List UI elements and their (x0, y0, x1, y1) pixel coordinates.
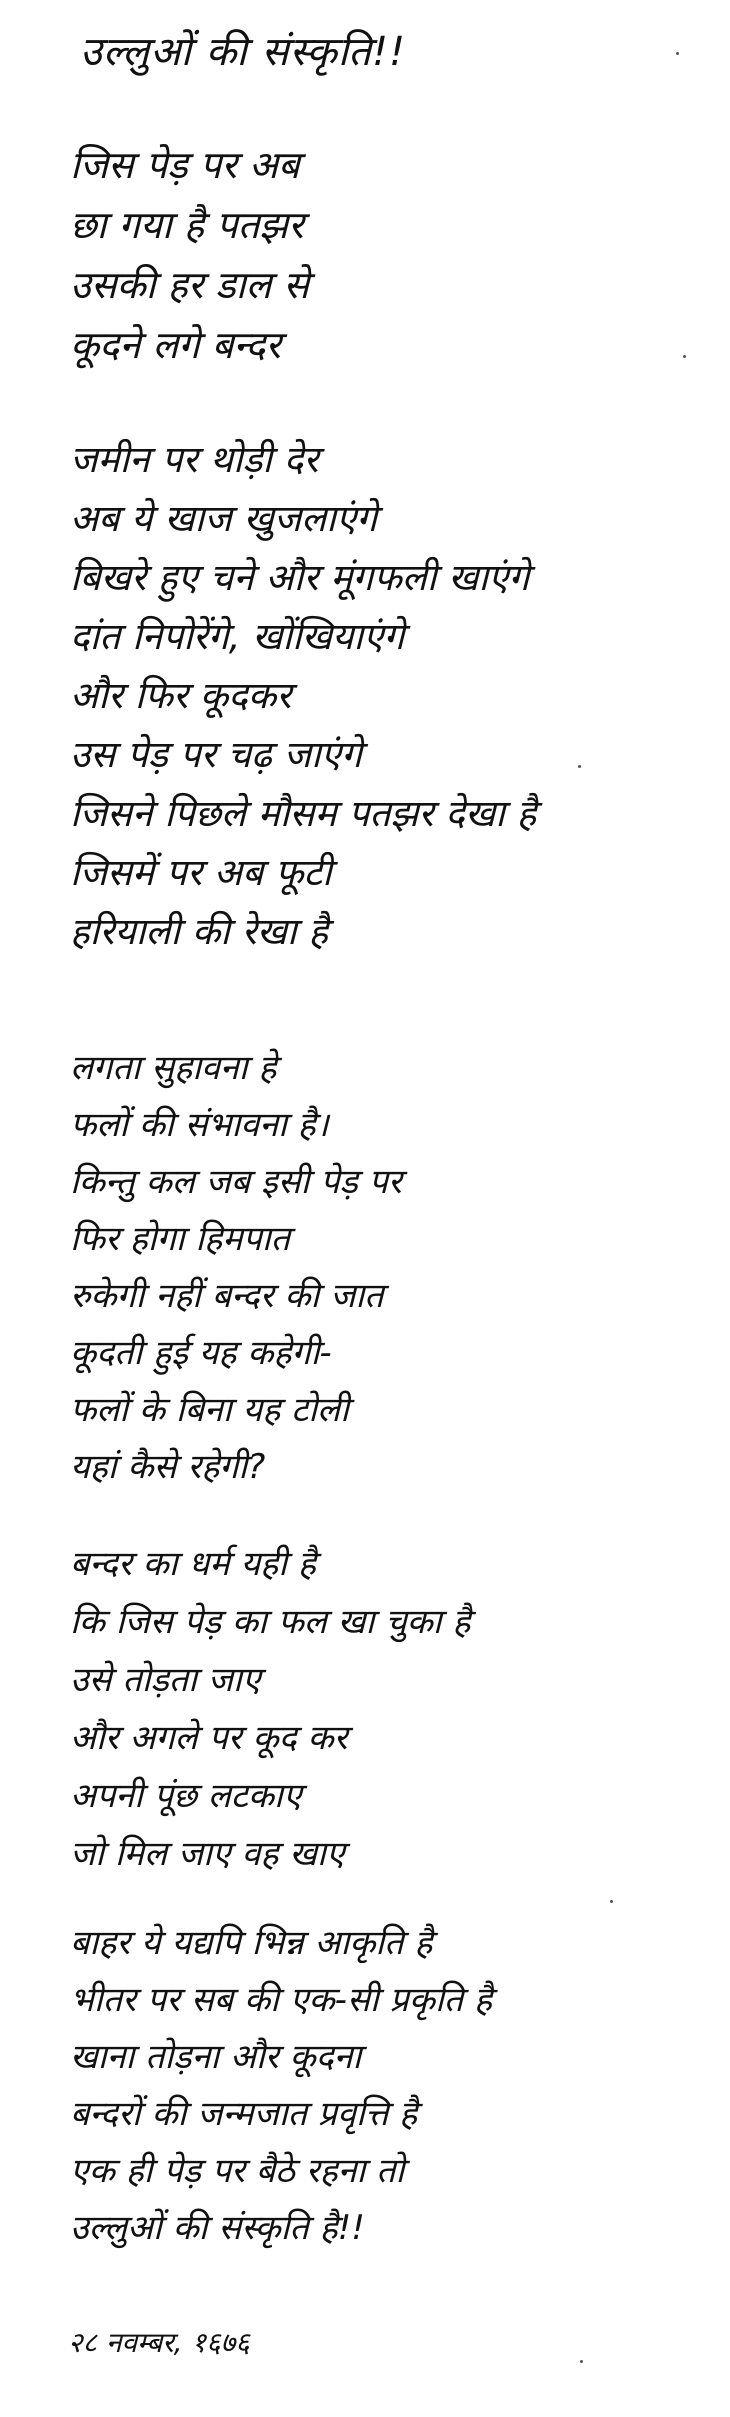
stanza-4 (70, 1535, 470, 1883)
poem-line: कि जिस पेड़ का फल खा चुका है (70, 1602, 471, 1642)
poem-line: कूदती हुई यह कहेगी- (70, 1333, 332, 1373)
poem-line: यहां कैसे रहेगी? (70, 1447, 266, 1487)
poem-line: अब ये खाज खुजलाएंगे (70, 497, 378, 540)
poem-line: और फिर कूदकर (70, 674, 292, 717)
poem-line: उल्लुओं की संस्कृति है!! (70, 2208, 365, 2248)
poem-line: जिसने पिछले मौसम पतझर देखा है (70, 792, 537, 835)
stanza-2 (70, 430, 536, 961)
poem-line: बाहर ये यद्यपि भिन्न आकृति है (70, 1923, 433, 1963)
poem-line: बन्दरों की जन्मजात प्रवृत्ति है (70, 2094, 418, 2134)
poem-line: एक ही पेड़ पर बैठे रहना तो (70, 2151, 405, 2191)
poem-line: और अगले पर कूद कर (70, 1718, 348, 1758)
poem-line: जिस पेड़ पर अब (70, 143, 300, 187)
poem-line: लगता सुहावना हे (70, 1048, 277, 1088)
scan-speck (610, 1900, 613, 1903)
poem-line: हरियाली की रेखा है (70, 910, 328, 953)
poem-line: अपनी पूंछ लटकाए (70, 1776, 302, 1816)
poem-line: कूदने लगे बन्दर (70, 323, 281, 367)
poem-line: बन्दर का धर्म यही है (70, 1544, 316, 1584)
poem-line: उसे तोड़ता जाए (70, 1660, 261, 1700)
poem-line: उस पेड़ पर चढ़ जाएंगे (70, 733, 362, 776)
poem-line: रुकेगी नहीं बन्दर की जात (70, 1276, 384, 1316)
poem-line: किन्तु कल जब इसी पेड़ पर (70, 1162, 402, 1202)
stanza-3 (70, 1040, 402, 1496)
scan-speck (683, 355, 686, 358)
poem-line: जो मिल जाए वह खाए (70, 1834, 345, 1874)
poem-line: फलों की संभावना है। (70, 1105, 329, 1145)
poem-line: छा गया है पतझर (70, 203, 304, 247)
poem-title: उल्लुओं की संस्कृति!! (80, 29, 407, 75)
poem-line: उसकी हर डाल से (70, 263, 310, 307)
poem-line: फिर होगा हिमपात (70, 1219, 291, 1259)
stanza-1 (70, 135, 309, 375)
poem-line: दांत निपोरेंगे, खोंखियाएंगे (70, 615, 405, 658)
stanza-5 (70, 1915, 492, 2257)
scan-speck (580, 2360, 583, 2363)
poem-line: फलों के बिना यह टोली (70, 1390, 349, 1430)
poem-line: जमीन पर थोड़ी देर (70, 438, 319, 481)
poem-line: खाना तोड़ना और कूदना (70, 2037, 362, 2077)
poem-line: जिसमें पर अब फूटी (70, 851, 332, 894)
scan-speck (578, 765, 581, 768)
poem-line: बिखरे हुए चने और मूंगफली खाएंगे (70, 556, 530, 599)
scan-speck (676, 52, 679, 55)
poem-date: २८ नवम्बर, १६७६ (68, 2326, 250, 2359)
poem-line: भीतर पर सब की एक-सी प्रकृति है (70, 1980, 493, 2020)
